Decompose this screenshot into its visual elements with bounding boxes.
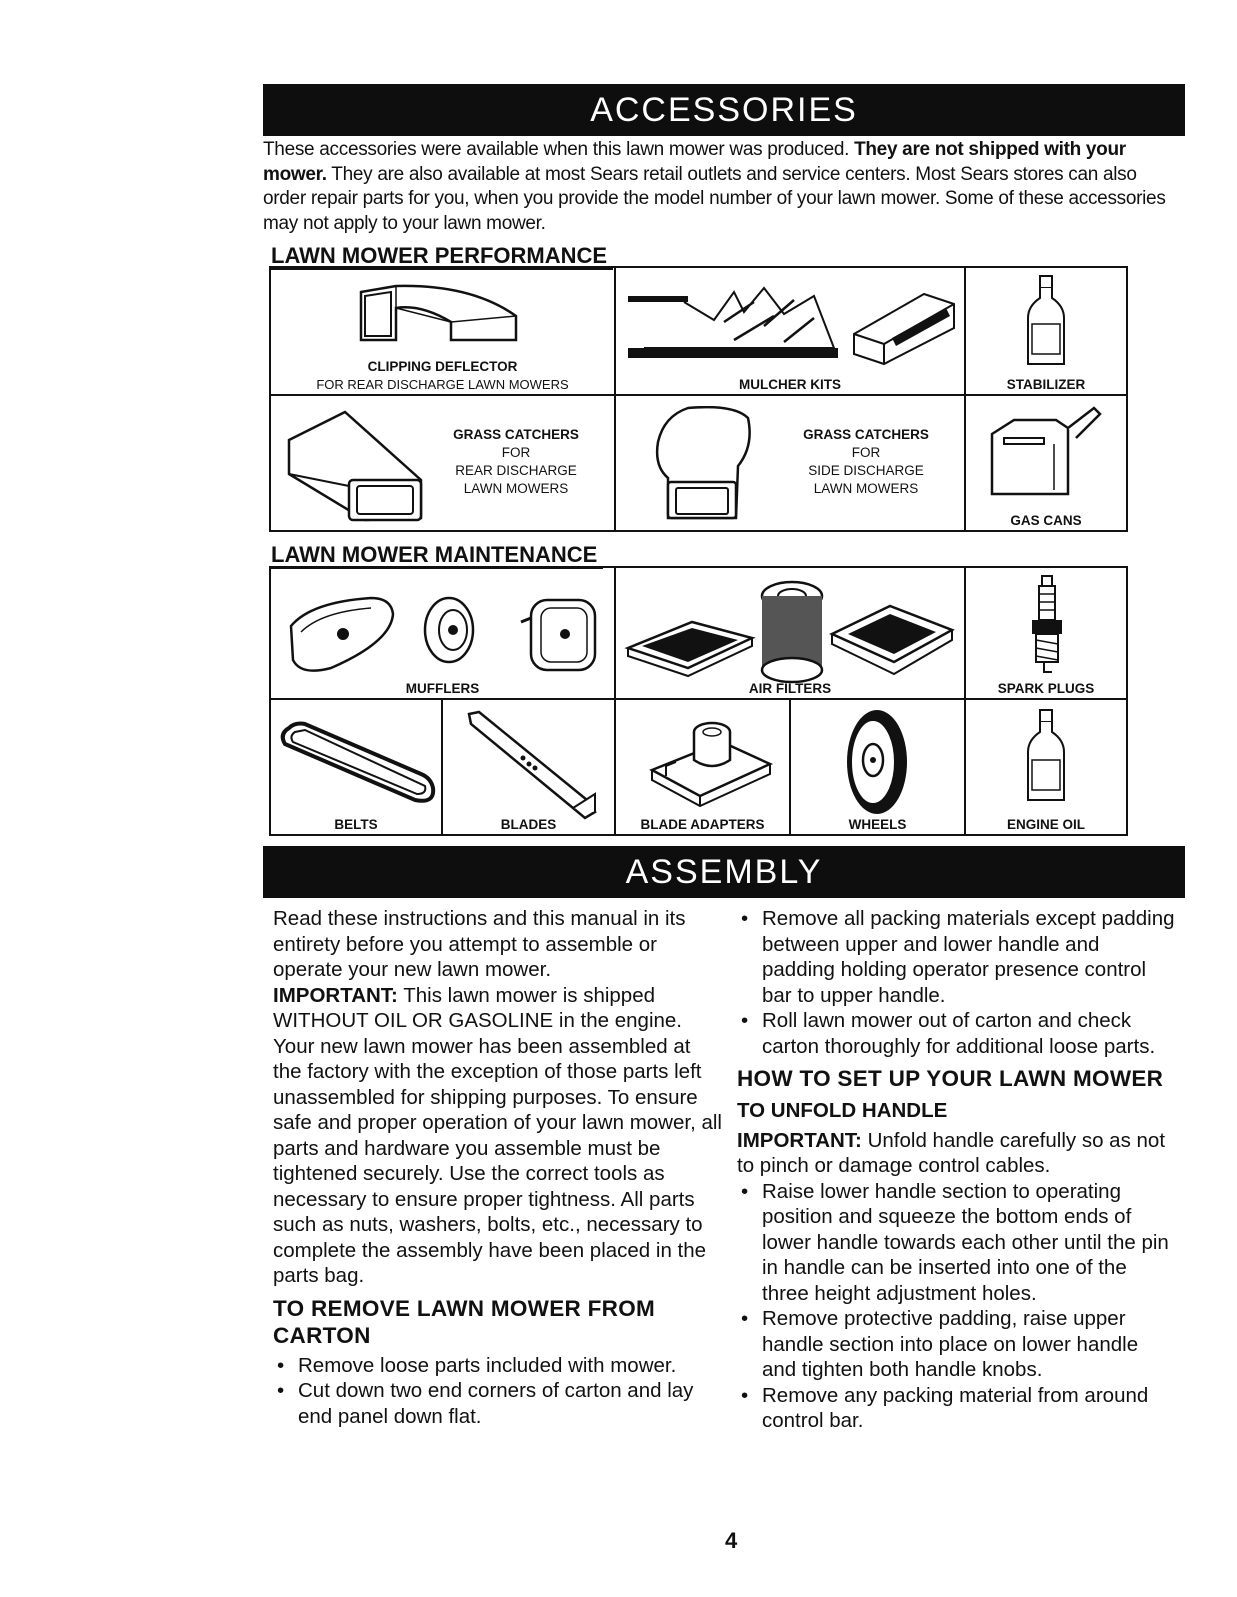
mufflers-label: MUFFLERS [405,681,480,696]
cell-mulcher-kits [615,267,965,395]
cell-blades [442,699,615,835]
maintenance-heading: LAWN MOWER MAINTENANCE [271,542,603,568]
setup-heading: HOW TO SET UP YOUR LAWN MOWER [737,1066,1164,1091]
list-item: • Remove protective padding, raise upper handle section into place on lower handle and tighten both handle knobs. [737,1306,1177,1383]
gas-cans-label: GAS CANS [1010,513,1082,528]
stabilizer-label: STABILIZER [1006,377,1086,392]
belts-label: BELTS [334,817,378,832]
list-item: • Remove loose parts included with mower. [273,1353,723,1379]
cell-belts [270,699,442,835]
important-note-oil: IMPORTANT: This lawn mower is shipped WITHOUT OIL OR GASOLINE in the engine. [273,983,682,1032]
intro-bold-text: They are not shipped with your mower. [263,139,1126,185]
spark-plug-icon [1030,574,1064,678]
remove-from-carton-list [273,1353,723,1430]
wheel-illustration [841,706,911,818]
mulcher-kits-label: MULCHER KITS [739,377,841,392]
air-filters-label: AIR FILTERS [748,681,832,696]
mufflers-illustration [281,582,611,682]
wheels-label: WHEELS [848,817,907,832]
unpack-list [737,906,1177,1059]
cell-gc-rear [270,395,615,531]
list-item: • Raise lower handle section to operating position and squeeze the bottom ends of lower handle towards each other until the pin in handle can be inserted into one of the three height adjustment holes. [737,1179,1177,1307]
cell-clipping-deflector [270,267,615,395]
cell-blade-adapters [615,699,790,835]
remove-from-carton-heading: TO REMOVE LAWN MOWER FROM CARTON [273,1295,656,1348]
cell-mufflers [270,567,615,699]
blade-adapter-illustration [646,714,776,814]
list-item: • Remove any packing material from around control bar. [737,1383,1177,1434]
spark-plugs-label: SPARK PLUGS [997,681,1095,696]
engine-oil-label: ENGINE OIL [1006,817,1085,832]
cell-gc-side [615,395,965,531]
blade-adapters-label: BLADE ADAPTERS [640,817,765,832]
clipping-deflector-label: CLIPPING DEFLECTOR [367,359,518,374]
stabilizer-bottle-icon [1024,274,1068,369]
accessories-intro [263,138,1178,236]
air-filters-illustration [622,578,962,684]
page-number: 4 [725,1528,738,1553]
list-item: • Remove all packing materials except padding between upper and lower handle and padding holding operator presence control bar to upper handle. [737,906,1177,1008]
blades-label: BLADES [500,817,557,832]
assembly-banner: ASSEMBLY [263,846,1185,898]
cell-air-filters [615,567,965,699]
maintenance-table [269,566,1128,836]
unfold-handle-heading: TO UNFOLD HANDLE [737,1099,948,1122]
accessories-banner: ACCESSORIES [263,84,1185,136]
performance-heading: LAWN MOWER PERFORMANCE [271,243,613,269]
cell-stabilizer [965,267,1127,395]
engine-oil-bottle-icon [1024,708,1068,806]
grass-catcher-rear-illustration [285,410,435,526]
list-item: • Roll lawn mower out of carton and check carton thoroughly for additional loose parts. [737,1008,1177,1059]
assembly-intro: Read these instructions and this manual in its entirety before you attempt to assemble or operate your new lawn mower. [273,907,686,981]
clipping-deflector-sublabel: FOR REAR DISCHARGE LAWN MOWERS [316,377,569,392]
cell-spark-plugs [965,567,1127,699]
clipping-deflector-illustration [351,278,531,358]
cell-gas-cans [965,395,1127,531]
grass-catcher-side-illustration [644,406,754,526]
list-item: • Cut down two end corners of carton and lay end panel down flat. [273,1378,723,1429]
gc-side-label: GRASS CATCHERS FOR SIDE DISCHARGE LAWN MOWERS [803,427,929,496]
gas-can-icon [984,404,1104,504]
unfold-handle-list [737,1179,1177,1434]
assembly-left-column [273,906,723,1429]
performance-table [269,266,1128,532]
important-note-handle: IMPORTANT: Unfold handle carefully so as not to pinch or damage control cables. [737,1128,1166,1177]
cell-wheels [790,699,965,835]
mulcher-kit-illustration [624,282,964,372]
assembly-right-column [737,906,1177,1434]
assembly-parts-note: Your new lawn mower has been assembled at the factory with the exception of those parts left unassembled for shipping purposes. To ensure safe and proper operation of your lawn mower, all parts and hardware you assemble must be tightened securely. Use the correct tools as necessary to ensure proper tightness. All parts such as nuts, washers, bolts, etc., necessary to complete the assembly have been placed in the parts bag. [273,1034,722,1287]
cell-engine-oil [965,699,1127,835]
intro-text-1: These accessories were available when this lawn mower was produced. [263,139,855,160]
belt-illustration [275,716,440,806]
blade-illustration [463,710,603,820]
intro-text-2: They are also available at most Sears retail outlets and service centers. Most Sears stores can also order repair parts for you, when you provide the model number of your lawn mower. Some of these accessories may not apply to your lawn mower. [263,163,1166,234]
gc-rear-label: GRASS CATCHERS FOR REAR DISCHARGE LAWN MOWERS [453,427,579,496]
